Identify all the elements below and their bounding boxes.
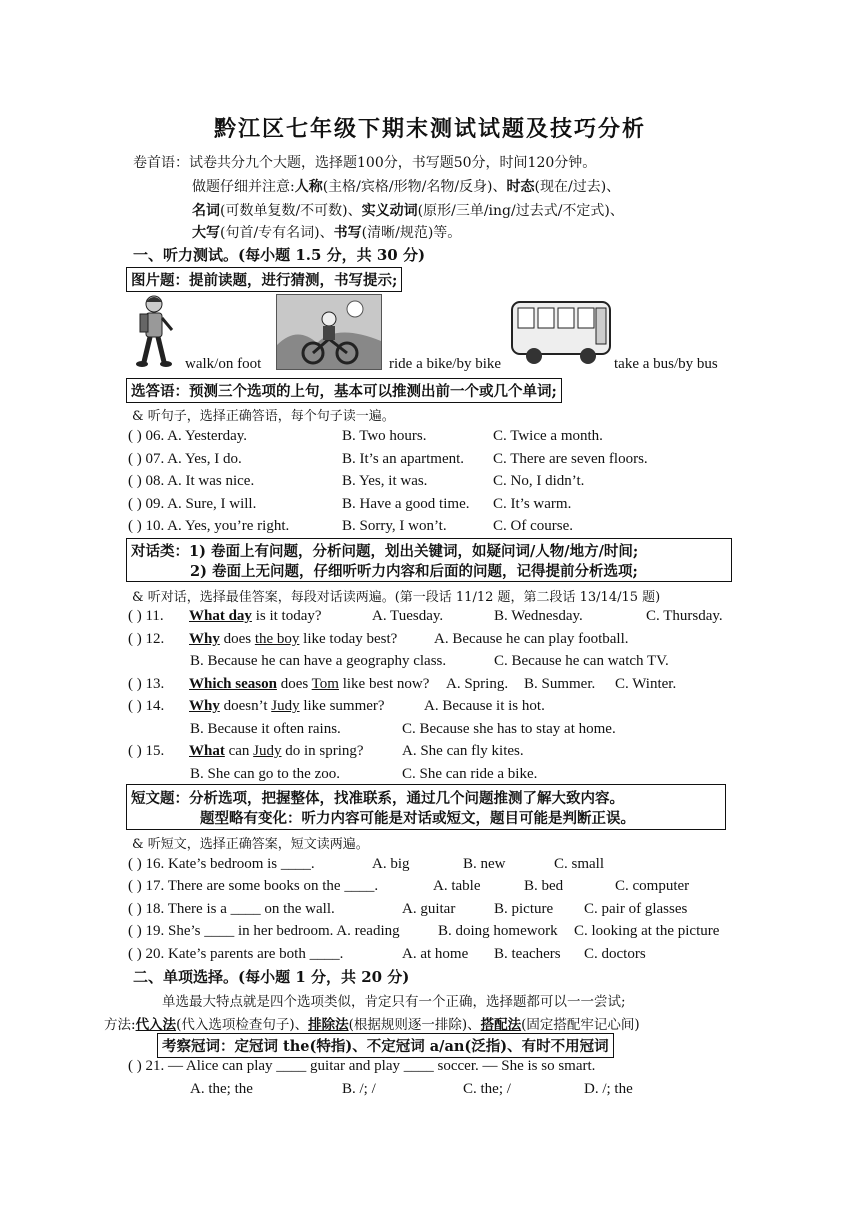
question-rest: is it today? <box>255 608 322 624</box>
question-rest: like best now? <box>342 676 430 692</box>
option-b: B. Because it often rains. <box>190 721 341 737</box>
question-stem: ( ) 17. There are some books on the ____. <box>128 878 379 894</box>
option-a: A. table <box>433 878 481 894</box>
tip-passage-1: 短文题：分析选项，把握整体，找准联系，通过几个问题推测了解大致内容。 <box>131 790 624 807</box>
option-b: B. Have a good time. <box>342 496 470 512</box>
option-c: C. small <box>554 856 605 872</box>
question-text <box>189 676 429 693</box>
method-elimination: 排除法 <box>308 1017 349 1033</box>
option-b: B. Wednesday. <box>494 608 583 624</box>
question-word: does <box>223 631 252 647</box>
intro-text: 做题仔细并注意: <box>192 179 295 195</box>
option-c: C. There are seven floors. <box>493 451 648 467</box>
question-number: ( ) 15. <box>128 743 165 759</box>
question-stem: ( ) 10. A. Yes, you’re right. <box>128 518 290 534</box>
intro-text: (清晰/规范)等。 <box>361 225 462 241</box>
method-desc: (根据规则逐一排除)、 <box>348 1017 481 1033</box>
option-b: B. It’s an apartment. <box>342 451 465 467</box>
question-word: does <box>280 676 309 692</box>
question-word: doesn’t <box>223 698 268 714</box>
option-d: D. /; the <box>584 1081 633 1097</box>
question-text <box>189 608 322 625</box>
section-2-note: 单选最大特点就是四个选项类似，肯定只有一个正确，选择题都可以一一尝试; <box>162 994 626 1010</box>
option-c: C. looking at the picture <box>574 923 720 939</box>
tip-box-passage <box>126 784 726 830</box>
method-substitution: 代入法 <box>135 1017 177 1033</box>
underlined-word: the boy <box>254 631 300 647</box>
section-2-heading: 二、单项选择。(每小题 1 分，共 20 分) <box>133 968 410 986</box>
keyword: What <box>189 743 225 759</box>
option-b: B. doing homework <box>438 923 558 939</box>
keyword: What day <box>189 608 252 624</box>
option-a: A. Spring. <box>446 676 509 692</box>
question-text <box>189 631 397 648</box>
option-c: C. pair of glasses <box>584 901 688 917</box>
option-c: C. No, I didn’t. <box>493 473 585 489</box>
tip-dialogue-1: 对话类：1) 卷面上有问题，分析问题，划出关键词，如疑问词/人物/地方/时间; <box>131 543 639 560</box>
instruction-1: & 听句子，选择正确答语，每个句子读一遍。 <box>132 409 395 424</box>
picture-caption-3: take a bus/by bus <box>614 356 718 372</box>
instruction-2: & 听对话，选择最佳答案，每段对话读两遍。(第一段话 11/12 题，第二段话 13/14/15 题) <box>132 590 661 605</box>
intro-text: (主格/宾格/形物/名物/反身)、 <box>322 179 507 195</box>
option-c: C. the; / <box>463 1081 511 1097</box>
question-number: ( ) 11. <box>128 608 164 624</box>
option-b: B. /; / <box>342 1081 376 1097</box>
option-c: C. She can ride a bike. <box>402 766 538 782</box>
option-c: C. Of course. <box>493 518 573 534</box>
option-c: C. doctors <box>584 946 646 962</box>
tip-box-dialogue <box>126 538 732 582</box>
option-a: A. the; the <box>190 1081 253 1097</box>
option-a: A. Tuesday. <box>372 608 444 624</box>
tip-box-article: 考察冠词：定冠词 the(特指)、不定冠词 a/an(泛指)、有时不用冠词 <box>157 1033 614 1058</box>
option-b: B. Summer. <box>524 676 596 692</box>
option-c: C. Winter. <box>615 676 677 692</box>
question-rest: do in spring? <box>285 743 364 759</box>
question-stem: ( ) 21. — Alice can play ____ guitar and play ____ soccer. — She is so smart. <box>128 1058 596 1074</box>
question-text <box>189 743 364 760</box>
option-a: A. Because it is hot. <box>424 698 545 714</box>
question-rest: like summer? <box>303 698 385 714</box>
option-a: A. Because he can play football. <box>434 631 629 647</box>
intro-key-capital: 大写 <box>192 225 220 241</box>
intro-text: (原形/三单/ing/过去式/不定式)、 <box>417 203 624 219</box>
methods-label: 方法: <box>104 1017 136 1033</box>
option-c: C. Because she has to stay at home. <box>402 721 616 737</box>
question-stem: ( ) 16. Kate’s bedroom is ____. <box>128 856 315 872</box>
bike-rider-image <box>276 294 382 370</box>
underlined-word: Judy <box>253 743 282 759</box>
intro-text: (句首/专有名词)、 <box>220 225 334 241</box>
intro-text: (现在/过去)、 <box>534 179 621 195</box>
underlined-word: Judy <box>271 698 300 714</box>
question-number: ( ) 13. <box>128 676 165 692</box>
option-b: B. new <box>463 856 506 872</box>
question-word: can <box>228 743 250 759</box>
bus-image <box>508 296 614 368</box>
tip-dialogue-2: 2) 卷面上无问题，仔细听听力内容和后面的问题，记得提前分析选项; <box>190 563 638 580</box>
option-a: A. guitar <box>402 901 456 917</box>
question-number: ( ) 14. <box>128 698 165 714</box>
keyword: Why <box>189 698 220 714</box>
question-stem: ( ) 06. A. Yesterday. <box>128 428 248 444</box>
option-b: B. picture <box>494 901 554 917</box>
option-c: C. computer <box>615 878 690 894</box>
option-b: B. Because he can have a geography class. <box>190 653 447 669</box>
intro-key-person: 人称 <box>294 179 323 195</box>
intro-key-writing: 书写 <box>333 225 362 241</box>
keyword: Why <box>189 631 220 647</box>
intro-text: (可数单复数/不可数)、 <box>220 203 362 219</box>
option-b: B. Two hours. <box>342 428 427 444</box>
question-stem: ( ) 09. A. Sure, I will. <box>128 496 257 512</box>
question-stem: ( ) 07. A. Yes, I do. <box>128 451 242 467</box>
question-stem: ( ) 08. A. It was nice. <box>128 473 255 489</box>
page-title: 黔江区七年级下期末测试试题及技巧分析 <box>213 116 646 142</box>
intro-key-tense: 时态 <box>506 179 535 195</box>
option-b: B. Yes, it was. <box>342 473 428 489</box>
intro-key-noun: 名词 <box>192 203 220 219</box>
intro-line-1: 卷首语：试卷共分九个大题，选择题100分，书写题50分，时间120分钟。 <box>133 155 597 171</box>
keyword: Which season <box>189 676 277 692</box>
option-b: B. Sorry, I won’t. <box>342 518 447 534</box>
underlined-word: Tom <box>311 676 339 692</box>
question-rest: like today best? <box>303 631 398 647</box>
question-stem: ( ) 20. Kate’s parents are both ____. <box>128 946 344 962</box>
question-stem: ( ) 18. There is a ____ on the wall. <box>128 901 335 917</box>
question-number: ( ) 12. <box>128 631 165 647</box>
option-b: B. bed <box>524 878 564 894</box>
option-c: C. Twice a month. <box>493 428 603 444</box>
question-stem: ( ) 19. She’s ____ in her bedroom. A. reading <box>128 923 400 939</box>
option-b: B. teachers <box>494 946 561 962</box>
option-c: C. Thursday. <box>646 608 723 624</box>
option-a: A. at home <box>402 946 469 962</box>
option-a: A. big <box>372 856 410 872</box>
method-desc: (固定搭配牢记心间) <box>521 1017 640 1033</box>
intro-line-3 <box>192 200 624 220</box>
picture-caption-1: walk/on foot <box>185 356 262 372</box>
intro-line-4 <box>192 222 461 242</box>
section-1-heading: 一、听力测试。(每小题 1.5 分，共 30 分) <box>133 246 426 264</box>
option-c: C. It’s warm. <box>493 496 572 512</box>
walking-boy-image <box>128 294 182 368</box>
intro-line-2 <box>192 176 620 196</box>
section-2-methods <box>104 1013 640 1033</box>
tip-passage-2: 题型略有变化：听力内容可能是对话或短文，题目可能是判断正误。 <box>200 810 635 827</box>
option-c: C. Because he can watch TV. <box>494 653 669 669</box>
tip-box-options: 选答语：预测三个选项的上句，基本可以推测出前一个或几个单词; <box>126 378 562 403</box>
tip-box-picture: 图片题：提前读题，进行猜测，书写提示; <box>126 267 402 292</box>
question-text <box>189 698 385 715</box>
option-b: B. She can go to the zoo. <box>190 766 340 782</box>
intro-key-verb: 实义动词 <box>361 203 418 219</box>
method-collocation: 搭配法 <box>480 1017 522 1033</box>
option-a: A. She can fly kites. <box>402 743 524 759</box>
picture-caption-2: ride a bike/by bike <box>389 356 502 372</box>
method-desc: (代入选项检查句子)、 <box>176 1017 309 1033</box>
instruction-3: & 听短文，选择正确答案，短文读两遍。 <box>132 837 369 852</box>
